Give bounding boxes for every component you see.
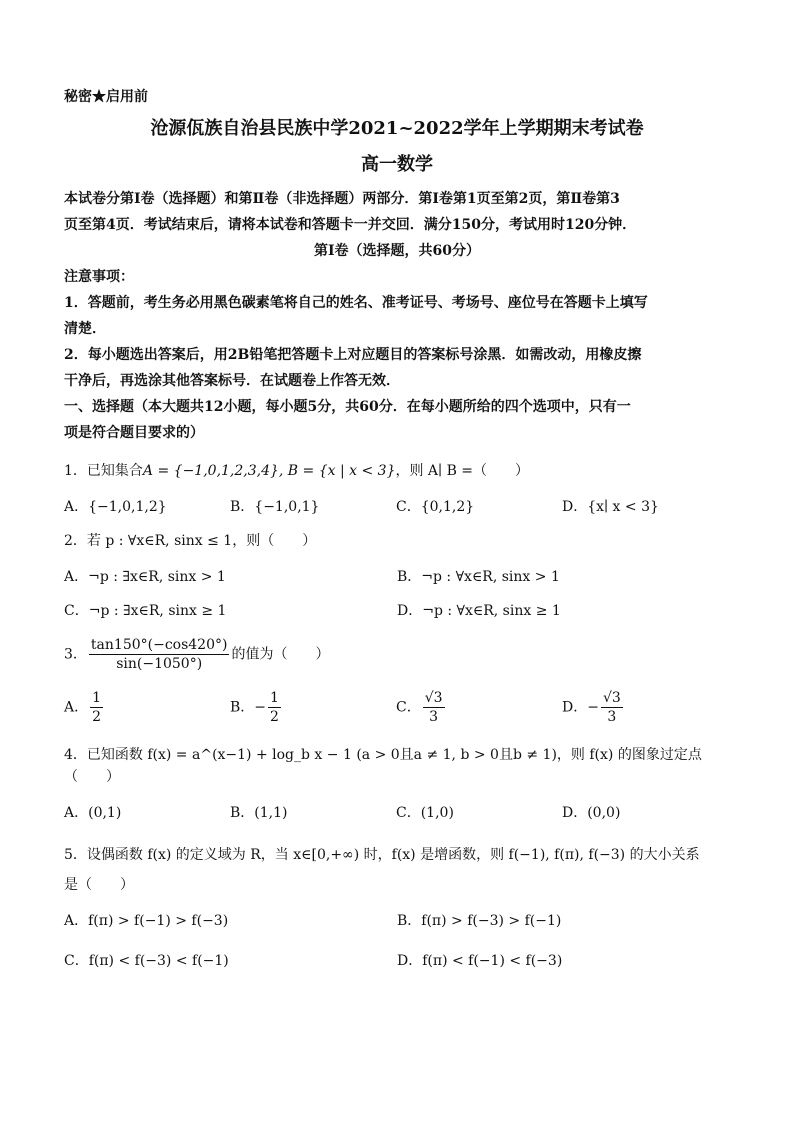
q3-d-num: √3 (602, 690, 621, 706)
notes-heading: 注意事项： (64, 269, 134, 285)
q3-b-den: 2 (270, 709, 279, 725)
q1-option-c[interactable]: C．{0,1,2} (396, 499, 475, 515)
exam-title: 沧源佤族自治县民族中学2021~2022学年上学期期末考试卷 (150, 118, 644, 139)
q1-options (64, 496, 730, 516)
intro-line-1: 本试卷分第Ⅰ卷（选择题）和第Ⅱ卷（非选择题）两部分．第Ⅰ卷第1页至第2页，第Ⅱ卷第3 (64, 191, 620, 207)
q4-option-d[interactable]: D．(0,0) (562, 805, 621, 821)
question-4: 4．已知函数 f(x) = a^(x−1) + log_b x − 1 (a > 0且a ≠ 1, b > 0且b ≠ 1)，则 f(x) 的图象过定点（ ） (64, 747, 702, 785)
q5-option-b[interactable]: B．f(π) > f(−3) > f(−1) (397, 913, 562, 929)
q4-options (64, 802, 730, 822)
note-2a: 2．每小题选出答案后，用2B铅笔把答题卡上对应题目的答案标号涂黑．如需改动，用橡皮擦 (64, 347, 642, 363)
q3-option-b[interactable] (230, 689, 396, 726)
q3-c-num: √3 (424, 690, 443, 706)
part-one-heading: 第Ⅰ卷（选择题，共60分） (313, 243, 481, 259)
question-3 (64, 636, 730, 673)
q2-options-row-1 (64, 566, 730, 586)
q3-option-c[interactable] (396, 689, 562, 726)
secret-label: 秘密★启用前 (64, 89, 148, 105)
q3-b-fraction (268, 689, 281, 726)
q3-c-label: C． (396, 699, 421, 716)
q1-option-a[interactable]: A．{−1,0,1,2} (64, 499, 167, 515)
q3-c-den: 3 (429, 709, 439, 725)
q3-c-fraction (423, 689, 445, 726)
q3-b-num: 1 (270, 690, 279, 706)
q3-label: 3． (64, 646, 87, 663)
q3-a-den: 2 (92, 709, 102, 725)
q3-option-d[interactable] (562, 689, 728, 726)
q1-option-d[interactable]: D．{x∣ x < 3} (562, 499, 659, 515)
q4-option-a[interactable]: A．(0,1) (64, 805, 122, 821)
note-1a: 1．答题前，考生务必用黑色碳素笔将自己的姓名、准考证号、考场号、座位号在答题卡上填写 (64, 295, 648, 311)
q3-suffix: 的值为（ ） (231, 646, 330, 663)
q3-d-den: 3 (607, 709, 617, 725)
q3-fraction (89, 636, 230, 673)
question-2: 2．若 p : ∀x∈R, sinx ≤ 1，则（ ） (64, 533, 317, 549)
exam-page (64, 86, 730, 970)
q3-d-fraction (601, 689, 623, 726)
q3-a-fraction (90, 689, 103, 726)
note-1b: 清楚． (64, 321, 106, 337)
question-5 (64, 840, 730, 900)
q3-d-label: D．− (562, 699, 599, 716)
q2-options-row-2 (64, 600, 730, 620)
q5-options-row-1 (64, 910, 730, 930)
q5-option-d[interactable]: D．f(π) < f(−1) < f(−3) (397, 953, 563, 969)
q3-a-label: A． (64, 699, 89, 716)
q2-option-c[interactable]: C．¬p : ∃x∈R, sinx ≥ 1 (64, 603, 227, 619)
q2-option-a[interactable]: A．¬p : ∃x∈R, sinx > 1 (64, 569, 226, 585)
q2-option-d[interactable]: D．¬p : ∀x∈R, sinx ≥ 1 (397, 603, 561, 619)
section-heading-b: 项是符合题目要求的） (64, 425, 204, 441)
q1-prefix: 1．已知集合 (64, 463, 143, 479)
q3-b-label: B．− (230, 699, 267, 716)
q2-option-b[interactable]: B．¬p : ∀x∈R, sinx > 1 (397, 569, 560, 585)
q5-options-row-2 (64, 950, 730, 970)
note-2b: 干净后，再选涂其他答案标号．在试题卷上作答无效． (64, 373, 400, 389)
q3-numerator: tan150°(−cos420°) (90, 637, 228, 653)
q5-option-a[interactable]: A．f(π) > f(−1) > f(−3) (64, 913, 229, 929)
intro-paragraph (64, 186, 730, 264)
intro-line-2: 页至第4页．考试结束后，请将本试卷和答题卡一并交回．满分150分，考试用时120分钟． (64, 217, 637, 233)
question-1 (64, 460, 730, 482)
notes-section (64, 264, 730, 446)
q3-a-num: 1 (92, 690, 102, 706)
q5-stem: 5．设偶函数 f(x) 的定义域为 R，当 x∈[0,+∞) 时，f(x) 是增函数，则 f(−1), f(π), f(−3) 的大小关系 (64, 847, 700, 863)
q1-suffix: ，则 A∣ B =（ ） (395, 463, 530, 479)
q1-sets: A = {−1,0,1,2,3,4}, B = {x | x < 3} (142, 463, 396, 479)
q3-denominator: sin(−1050°) (116, 656, 203, 672)
section-heading-a: 一、选择题（本大题共12小题，每小题5分，共60分．在每小题所给的四个选项中，只有一 (64, 399, 631, 415)
q4-option-b[interactable]: B．(1,1) (230, 805, 288, 821)
q5-option-c[interactable]: C．f(π) < f(−3) < f(−1) (64, 953, 229, 969)
q3-options (64, 689, 730, 726)
q3-option-a[interactable] (64, 689, 230, 726)
q1-option-b[interactable]: B．{−1,0,1} (230, 499, 320, 515)
q4-option-c[interactable]: C．(1,0) (396, 805, 454, 821)
subject-title: 高一数学 (361, 154, 433, 175)
q5-stem-2: 是（ ） (64, 877, 134, 893)
